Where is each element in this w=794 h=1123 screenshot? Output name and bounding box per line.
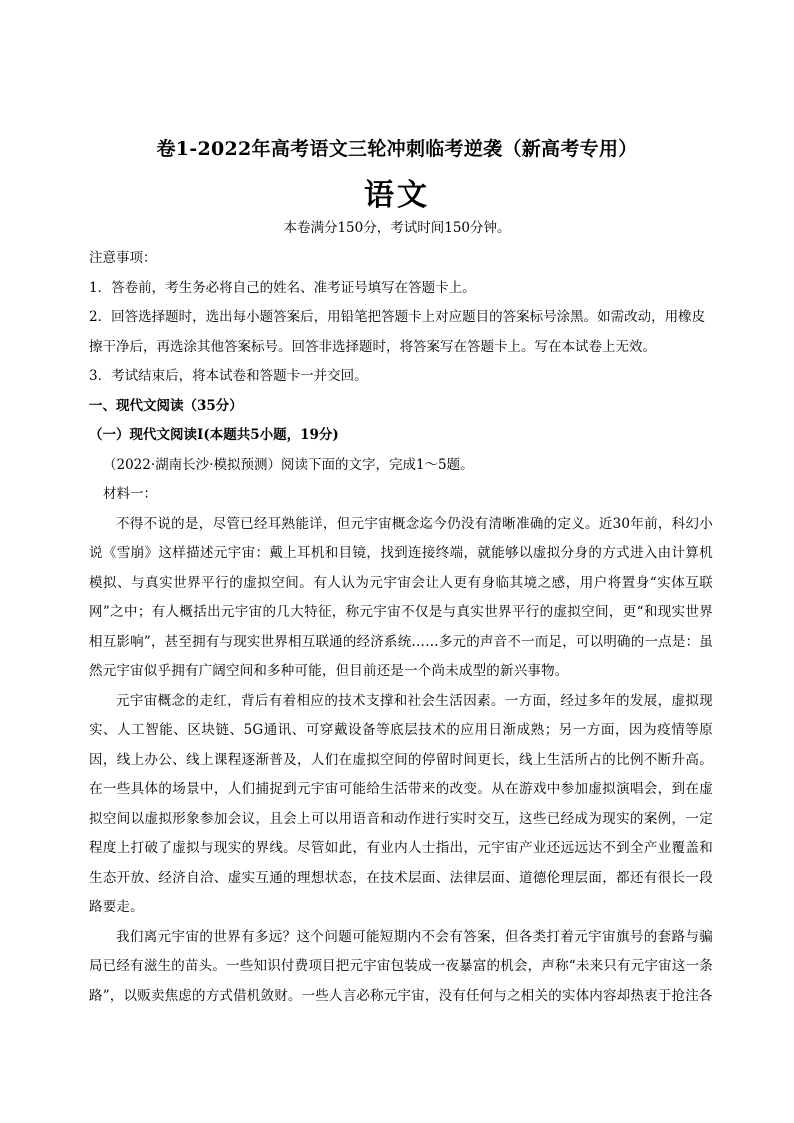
material-label: 材料一： <box>103 486 157 502</box>
notice-item-2: 2．回答选择题时，选出每小题答案后，用铅笔把答题卡上对应题目的答案标号涂黑。如需改动，用橡皮擦干净后，再选涂其他答案标号。回答非选择题时，将答案写在答题卡上。写在本试卷上无效。 <box>89 309 706 355</box>
notice-item-3: 3．考试结束后，将本试卷和答题卡一并交回。 <box>89 368 368 384</box>
paragraph-2: 元宇宙概念的走红，背后有着相应的技术支撑和社会生活因素。一方面，经过多年的发展，虚拟现实、人工智能、区块链、5G通讯、可穿戴设备等底层技术的应用日渐成熟；另一方面，因为疫情等原因，线上办公、线上课程逐渐普及，人们在虚拟空间的停留时间更长，线上生活所占的比例不断升高。在一些具体的场景中，人们捕捉到元宇宙可能给生活带来的改变。从在游戏中参加虚拟演唱会，到在虚拟空间以虚拟形象参加会议，且会上可以用语音和动作进行实时交互，这些已经成为现实的案例，一定程度上打破了虚拟与现实的界线。尽管如此，有业内人士指出，元宇宙产业还远远达不到全产业覆盖和生态开放、经济自洽、虚实互通的理想状态，在技术层面、法律层面、道德伦理层面，都还有很长一段路要走。 <box>89 692 713 915</box>
exam-supertitle: 卷1-2022年高考语文三轮冲刺临考逆袭（新高考专用） <box>156 138 638 160</box>
exam-title: 语文 <box>364 178 430 213</box>
paragraph-3: 我们离元宇宙的世界有多远？这个问题可能短期内不会有答案，但各类打着元宇宙旗号的套路与骗局已经有滋生的苗头。一些知识付费项目把元宇宙包装成一夜暴富的机会，声称“未来只有元宇宙这一条路”，以贩卖焦虑的方式借机敛财。一些人言必称元宇宙，没有任何与之相关的实体内容却热衷于抢注各 <box>89 928 713 1004</box>
reading-instruction: （2022·湖南长沙·模拟预测）阅读下面的文字，完成1～5题。 <box>103 456 474 473</box>
exam-subtitle: 本卷满分150分，考试时间150分钟。 <box>283 220 511 236</box>
section-heading: 一、现代文阅读（35分） <box>89 397 243 414</box>
section-subheading: （一）现代文阅读Ⅰ(本题共5小题，19分) <box>89 427 339 443</box>
notice-item-1: 1．答卷前，考生务必将自己的姓名、准考证号填写在答题卡上。 <box>89 279 476 296</box>
paragraph-1: 不得不说的是，尽管已经耳熟能详，但元宇宙概念迄今仍没有清晰准确的定义。近30年前，科幻小说《雪崩》这样描述元宇宙：戴上耳机和目镜，找到连接终端，就能够以虚拟分身的方式进入由计算机模拟、与真实世界平行的虚拟空间。有人认为元宇宙会让人更有身临其境之感，用户将置身“实体互联网”之中；有人概括出元宇宙的几大特征，称元宇宙不仅是与真实世界平行的虚拟空间，更“和现实世界相互影响”，甚至拥有与现实世界相互联通的经济系统……多元的声音不一而足，可以明确的一点是：虽然元宇宙似乎拥有广阔空间和多种可能，但目前还是一个尚未成型的新兴事物。 <box>89 515 713 679</box>
document-body <box>89 244 713 1011</box>
notice-heading: 注意事项： <box>89 250 157 266</box>
